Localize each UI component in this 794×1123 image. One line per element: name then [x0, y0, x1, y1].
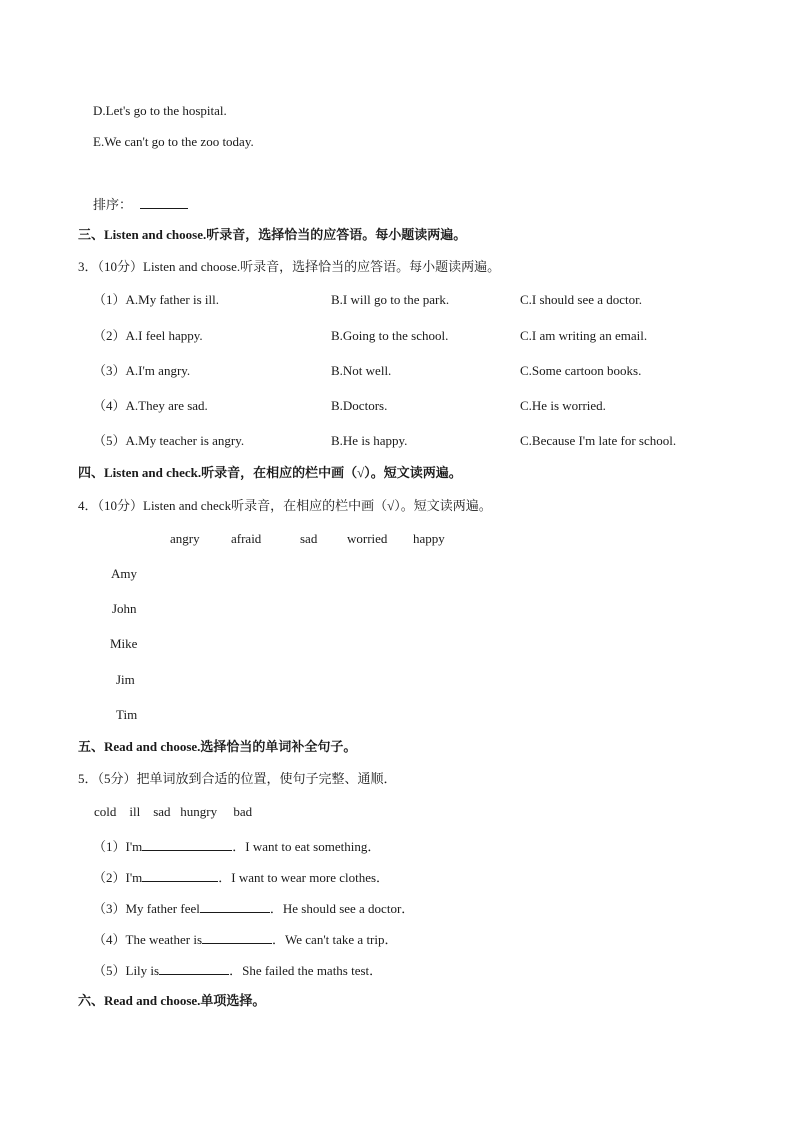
section5-heading: 五、Read and choose.选择恰当的单词补全句子。: [78, 739, 357, 754]
s5-sentence-2: [93, 869, 389, 886]
section4-question: 4．（10分）Listen and check听录音，在相应的栏中画（√）。短文读两遍。: [78, 498, 492, 513]
s5-sentence-4-post: ．We can't take a trip．: [272, 932, 398, 947]
s5-sentence-5: [93, 962, 382, 979]
row-name-mike: Mike: [110, 636, 138, 651]
section3-heading: 三、Listen and choose.听录音，选择恰当的应答语。每小题读两遍。: [78, 227, 467, 242]
s5-blank-4[interactable]: [202, 931, 272, 944]
s3-item4-b: B.Doctors.: [331, 398, 388, 413]
col-header-sad: sad: [300, 531, 318, 546]
s3-item2-b: B.Going to the school.: [331, 328, 449, 343]
s3-item5-c: C.Because I'm late for school.: [520, 433, 677, 448]
s5-sentence-4-pre: （4）The weather is: [93, 932, 203, 947]
section4-heading: 四、Listen and check.听录音，在相应的栏中画（√）。短文读两遍。: [78, 465, 462, 480]
s3-item3-a: （3）A.I'm angry.: [93, 363, 191, 378]
s5-sentence-3: [93, 900, 414, 917]
s3-item3-b: B.Not well.: [331, 363, 392, 378]
s5-sentence-3-pre: （3）My father feel: [93, 901, 200, 916]
word-bank: cold ill sad hungry bad: [94, 804, 253, 819]
s5-sentence-3-post: ．He should see a doctor．: [269, 901, 415, 916]
s3-item2-a: （2）A.I feel happy.: [93, 328, 203, 343]
option-e: E.We can't go to the zoo today.: [93, 134, 254, 149]
s5-sentence-1-pre: （1）I'm: [93, 839, 143, 854]
order-blank[interactable]: [140, 196, 188, 209]
s5-sentence-2-post: ．I want to wear more clothes．: [218, 870, 390, 885]
s5-sentence-2-pre: （2）I'm: [93, 870, 143, 885]
s5-sentence-1: [93, 838, 380, 855]
s5-sentence-1-post: ．I want to eat something．: [232, 839, 381, 854]
s5-blank-2[interactable]: [142, 869, 218, 882]
s3-item1-c: C.I should see a doctor.: [520, 292, 643, 307]
option-d: D.Let's go to the hospital.: [93, 103, 227, 118]
section3-question: 3．（10分）Listen and choose.听录音，选择恰当的应答语。每小题读两遍。: [78, 259, 501, 274]
s5-sentence-5-pre: （5）Lily is: [93, 963, 160, 978]
s3-item4-a: （4）A.They are sad.: [93, 398, 208, 413]
s3-item1-a: （1）A.My father is ill.: [93, 292, 220, 307]
order-label: 排序：: [93, 197, 133, 212]
s3-item2-c: C.I am writing an email.: [520, 328, 648, 343]
row-name-jim: Jim: [116, 672, 135, 687]
row-name-tim: Tim: [116, 707, 138, 722]
section6-heading: 六、Read and choose.单项选择。: [78, 993, 266, 1008]
col-header-afraid: afraid: [231, 531, 262, 546]
s3-item4-c: C.He is worried.: [520, 398, 606, 413]
col-header-worried: worried: [347, 531, 388, 546]
s5-sentence-5-post: ．She failed the maths test．: [229, 963, 383, 978]
s5-blank-5[interactable]: [159, 962, 229, 975]
s5-blank-3[interactable]: [200, 900, 270, 913]
section5-question: 5．（5分）把单词放到合适的位置，使句子完整、通顺．: [78, 771, 397, 786]
s5-sentence-4: [93, 931, 398, 948]
s3-item5-b: B.He is happy.: [331, 433, 408, 448]
row-name-john: John: [112, 601, 137, 616]
s5-blank-1[interactable]: [142, 838, 232, 851]
col-header-angry: angry: [170, 531, 200, 546]
s3-item1-b: B.I will go to the park.: [331, 292, 450, 307]
col-header-happy: happy: [413, 531, 445, 546]
row-name-amy: Amy: [111, 566, 137, 581]
s3-item3-c: C.Some cartoon books.: [520, 363, 642, 378]
s3-item5-a: （5）A.My teacher is angry.: [93, 433, 245, 448]
order-line: [93, 196, 188, 213]
